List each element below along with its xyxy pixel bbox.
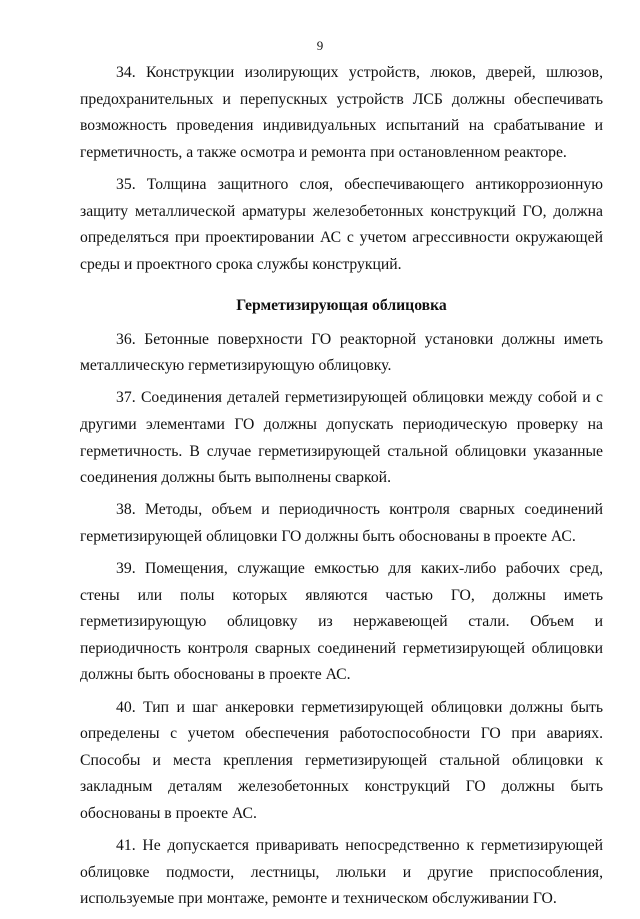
- paragraph-35: 35. Толщина защитного слоя, обеспечивающего антикоррозионную защиту металлической арматуры железобетонных конструкций ГО, должна определяться при проектировании АС с учетом агрессивности окружающей среды и проектного срока службы конструкций.: [80, 175, 603, 273]
- document-body: [80, 60, 603, 919]
- paragraph-39: 39. Помещения, служащие емкостью для каких-либо рабочих сред, стены или полы которых являются частью ГО, должны иметь герметизирующую облицовку из нержавеющей стали. Объем и периодичность контроля сварных соединений герметизирующей облицовки должны быть обоснованы в проекте АС.: [80, 560, 603, 684]
- paragraph-37: 37. Соединения деталей герметизирующей облицовки между собой и с другими элементами ГО должны допускать периодическую проверку на герметичность. В случае герметизирующей стальной облицовки указанные соединения должны быть выполнены сваркой.: [80, 389, 603, 487]
- section-heading: Герметизирующая облицовка: [236, 296, 447, 314]
- paragraph-38: 38. Методы, объем и периодичность контроля сварных соединений герметизирующей облицовки ГО должны быть обоснованы в проекте АС.: [80, 501, 603, 545]
- paragraph-34: 34. Конструкции изолирующих устройств, люков, дверей, шлюзов, предохранительных и перепускных устройств ЛСБ должны обеспечивать возможность проведения индивидуальных испытаний на срабатывание и герметичность, а также осмотра и ремонта при остановленном реакторе.: [80, 64, 603, 161]
- paragraph-41: 41. Не допускается приваривать непосредственно к герметизирующей облицовке подмости, лестницы, люльки и другие приспособления, используемые при монтаже, ремонте и техническом обслуживании ГО.: [80, 837, 603, 908]
- page-number: 9: [316, 38, 324, 53]
- paragraph-36: 36. Бетонные поверхности ГО реакторной установки должны иметь металлическую герметизирующую облицовку.: [80, 330, 603, 375]
- paragraph-40: 40. Тип и шаг анкеровки герметизирующей облицовки должны быть определены с учетом обеспечения работоспособности ГО при авариях. Способы и места крепления герметизирующей стальной облицовки к закладным деталям железобетонных конструкций ГО должны быть обоснованы в проекте АС.: [80, 698, 603, 822]
